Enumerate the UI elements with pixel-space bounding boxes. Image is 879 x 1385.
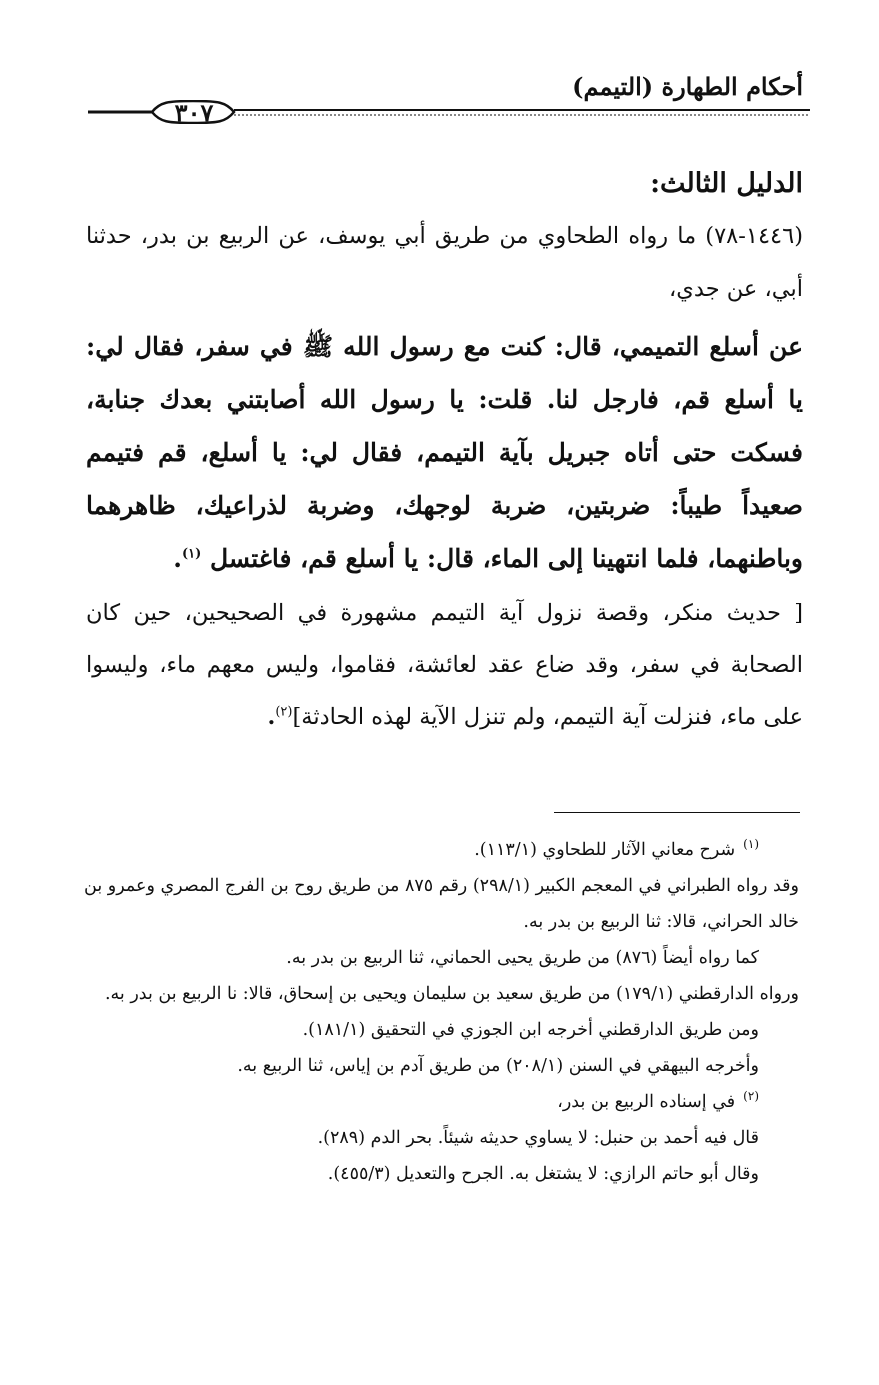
footnote-1-line: وقد رواه الطبراني في المعجم الكبير (٢٩٨/١) رقم ٨٧٥ من طريق روح بن الفرج المصري وعمرو بن خالد الحراني، قالا: ثنا الربيع بن بدر به. <box>84 876 799 932</box>
hadith-text <box>86 320 803 585</box>
footnote-2-line <box>84 1084 799 1120</box>
footnote-2-line: قال فيه أحمد بن حنبل: لا يساوي حديثه شيئاً. بحر الدم (٢٨٩). <box>317 1128 759 1148</box>
commentary-body: [ حديث منكر، وقصة نزول آية التيمم مشهورة في الصحيحين، حين كان الصحابة في سفر، وقد ضاع عقد لعائشة، فقاموا، وليس معهم ماء، وليسوا على ماء، فنزلت آية التيمم، ولم تنزل الآية لهذه الحادثة] <box>86 600 803 730</box>
footnote-1-marker: (١) <box>743 837 759 852</box>
footnote-1-line <box>84 832 799 868</box>
footnotes <box>84 832 799 1192</box>
footnote-1-line: وأخرجه البيهقي في السنن (٢٠٨/١) من طريق آدم بن إياس، ثنا الربيع به. <box>237 1056 759 1076</box>
footnote-1-text: شرح معاني الآثار للطحاوي (١١٣/١). <box>474 840 736 860</box>
footnote-1-line: ورواه الدارقطني (١٧٩/١) من طريق سعيد بن سليمان ويحيى بن إسحاق، قالا: نا الربيع بن بدر به. <box>104 984 799 1004</box>
hadith-end: . <box>173 544 182 573</box>
footnote-1-line: كما رواه أيضاً (٨٧٦) من طريق يحيى الحماني، ثنا الربيع بن بدر به. <box>286 948 759 968</box>
commentary-paragraph <box>86 587 803 743</box>
isnad-paragraph: (١٤٤٦-٧٨) ما رواه الطحاوي من طريق أبي يوسف، عن الربيع بن بدر، حدثنا أبي، عن جدي، <box>86 223 803 302</box>
footnote-ref-2[interactable]: (٢) <box>275 704 293 720</box>
footnote-ref-1[interactable]: (١) <box>181 546 202 562</box>
section-heading: الدليل الثالث: <box>650 168 803 199</box>
footnote-2-text: في إسناده الربيع بن بدر، <box>557 1092 736 1112</box>
running-header-title: أحكام الطهارة (التيمم) <box>572 72 803 101</box>
footnote-2-line: وقال أبو حاتم الرازي: لا يشتغل به. الجرح والتعديل (٤٥٥/٣). <box>327 1164 759 1184</box>
footnote-1-line: ومن طريق الدارقطني أخرجه ابن الجوزي في التحقيق (١٨١/١). <box>302 1020 759 1040</box>
footnote-2-marker: (٢) <box>743 1089 759 1104</box>
page-number: ٣٠٧ <box>174 97 214 127</box>
hadith-body: عن أسلع التميمي، قال: كنت مع رسول الله ﷺ في سفر، فقال لي: يا أسلع قم، فارجل لنا. قلت: يا رسول الله أصابتني بعدك جنابة، فسكت حتى أتاه جبريل بآية التيمم، فقال لي: يا أسلع، قم فتيمم صعيداً طيباً: ضربتين، ضربة لوجهك، وضربة لذراعيك، ظاهرهما وباطنهما، فلما انتهينا إلى الماء، قال: يا أسلع قم، فاغتسل <box>86 332 803 573</box>
commentary-end: . <box>267 704 276 730</box>
main-text <box>86 158 803 743</box>
